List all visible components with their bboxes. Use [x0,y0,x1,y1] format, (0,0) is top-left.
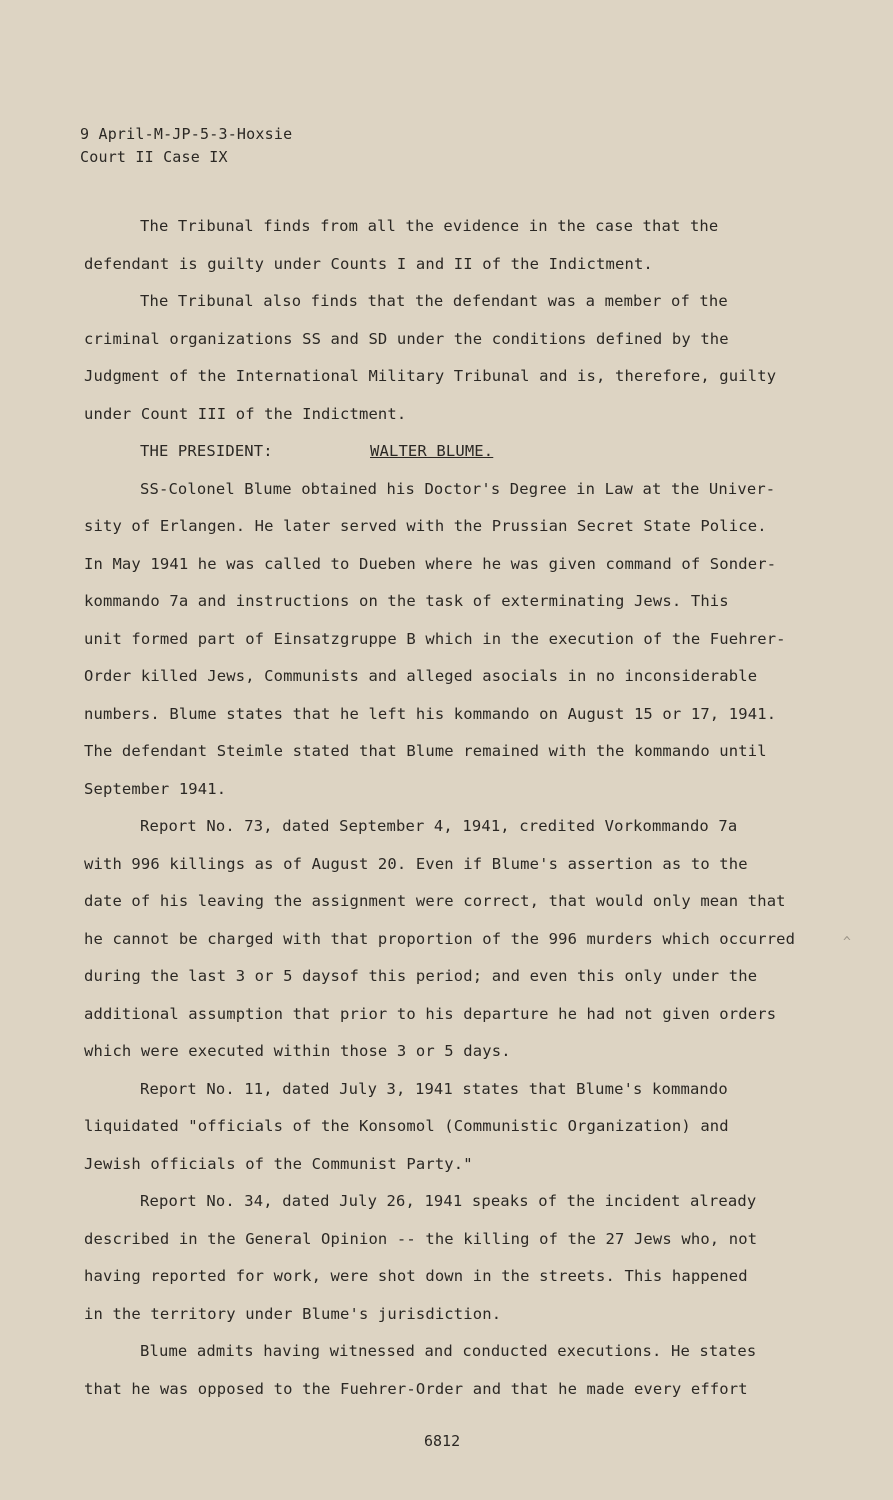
text-line: described in the General Opinion -- the killing of the 27 Jews who, not [84,1229,758,1248]
paragraphs-before-president [84,208,804,433]
text-line: Jewish officials of the Communist Party." [84,1154,473,1173]
text-line: which were executed within those 3 or 5 days. [84,1042,511,1060]
text-line: In May 1941 he was called to Dueben where he was given command of Sonder- [84,554,777,573]
text-line: Order killed Jews, Communists and alleged asocials in no inconsiderable [84,667,758,685]
document-header [80,123,292,169]
text-line: Report No. 73, dated September 4, 1941, credited Vorkommando 7a [140,817,738,835]
paragraph [84,1333,804,1408]
text-line: criminal organizations SS and SD under the conditions defined by the [84,329,729,348]
text-line: he cannot be charged with that proportion of the 996 murders which occurred [84,929,796,948]
president-heading [84,433,804,471]
text-line: with 996 killings as of August 20. Even if Blume's assertion as to the [84,854,748,873]
defendant-name: WALTER BLUME. [370,442,494,460]
text-line: unit formed part of Einsatzgruppe B which in the execution of the Fuehrer- [84,629,786,648]
page-number: 6812 [424,1432,461,1450]
text-line: kommando 7a and instructions on the task of exterminating Jews. This [84,592,729,610]
paragraph [84,1071,804,1184]
document-body [84,208,804,1408]
text-line: date of his leaving the assignment were correct, that would only mean that [84,892,786,910]
text-line: defendant is guilty under Counts I and II of the Indictment. [84,254,653,273]
text-line: The Tribunal finds from all the evidence in the case that the [140,217,719,235]
paragraphs-after-president [84,471,804,1409]
header-line-2: Court II Case IX [80,148,228,166]
text-line: additional assumption that prior to his departure he had not given orders [84,1004,777,1023]
text-line: that he was opposed to the Fuehrer-Order and that he made every effort [84,1379,748,1398]
text-line: The defendant Steimle stated that Blume remained with the kommando until [84,742,767,760]
paragraph [84,1183,804,1333]
paragraph [84,208,804,283]
paragraph [84,808,804,1071]
text-line: numbers. Blume states that he left his kommando on August 15 or 17, 1941. [84,704,777,723]
text-line: Report No. 11, dated July 3, 1941 states that Blume's kommando [140,1079,728,1098]
paragraph [84,283,804,433]
text-line: Judgment of the International Military Tribunal and is, therefore, guilty [84,367,777,385]
text-line: Report No. 34, dated July 26, 1941 speaks of the incident already [140,1192,757,1210]
text-line: under Count III of the Indictment. [84,404,407,423]
paragraph [84,471,804,809]
text-line: liquidated "officials of the Konsomol (Communistic Organization) and [84,1117,729,1135]
text-line: September 1941. [84,779,227,798]
text-line: Blume admits having witnessed and conducted executions. He states [140,1342,757,1360]
margin-mark: ^ [843,935,851,950]
text-line: having reported for work, were shot down in the streets. This happened [84,1267,748,1285]
text-line: SS-Colonel Blume obtained his Doctor's Degree in Law at the Univer- [140,479,776,498]
text-line: The Tribunal also finds that the defendant was a member of the [140,292,728,310]
text-line: sity of Erlangen. He later served with the Prussian Secret State Police. [84,517,767,535]
text-line: in the territory under Blume's jurisdiction. [84,1304,502,1323]
header-line-1: 9 April-M-JP-5-3-Hoxsie [80,125,293,143]
text-line: during the last 3 or 5 daysof this period; and even this only under the [84,967,758,985]
president-label: THE PRESIDENT: [140,442,273,460]
